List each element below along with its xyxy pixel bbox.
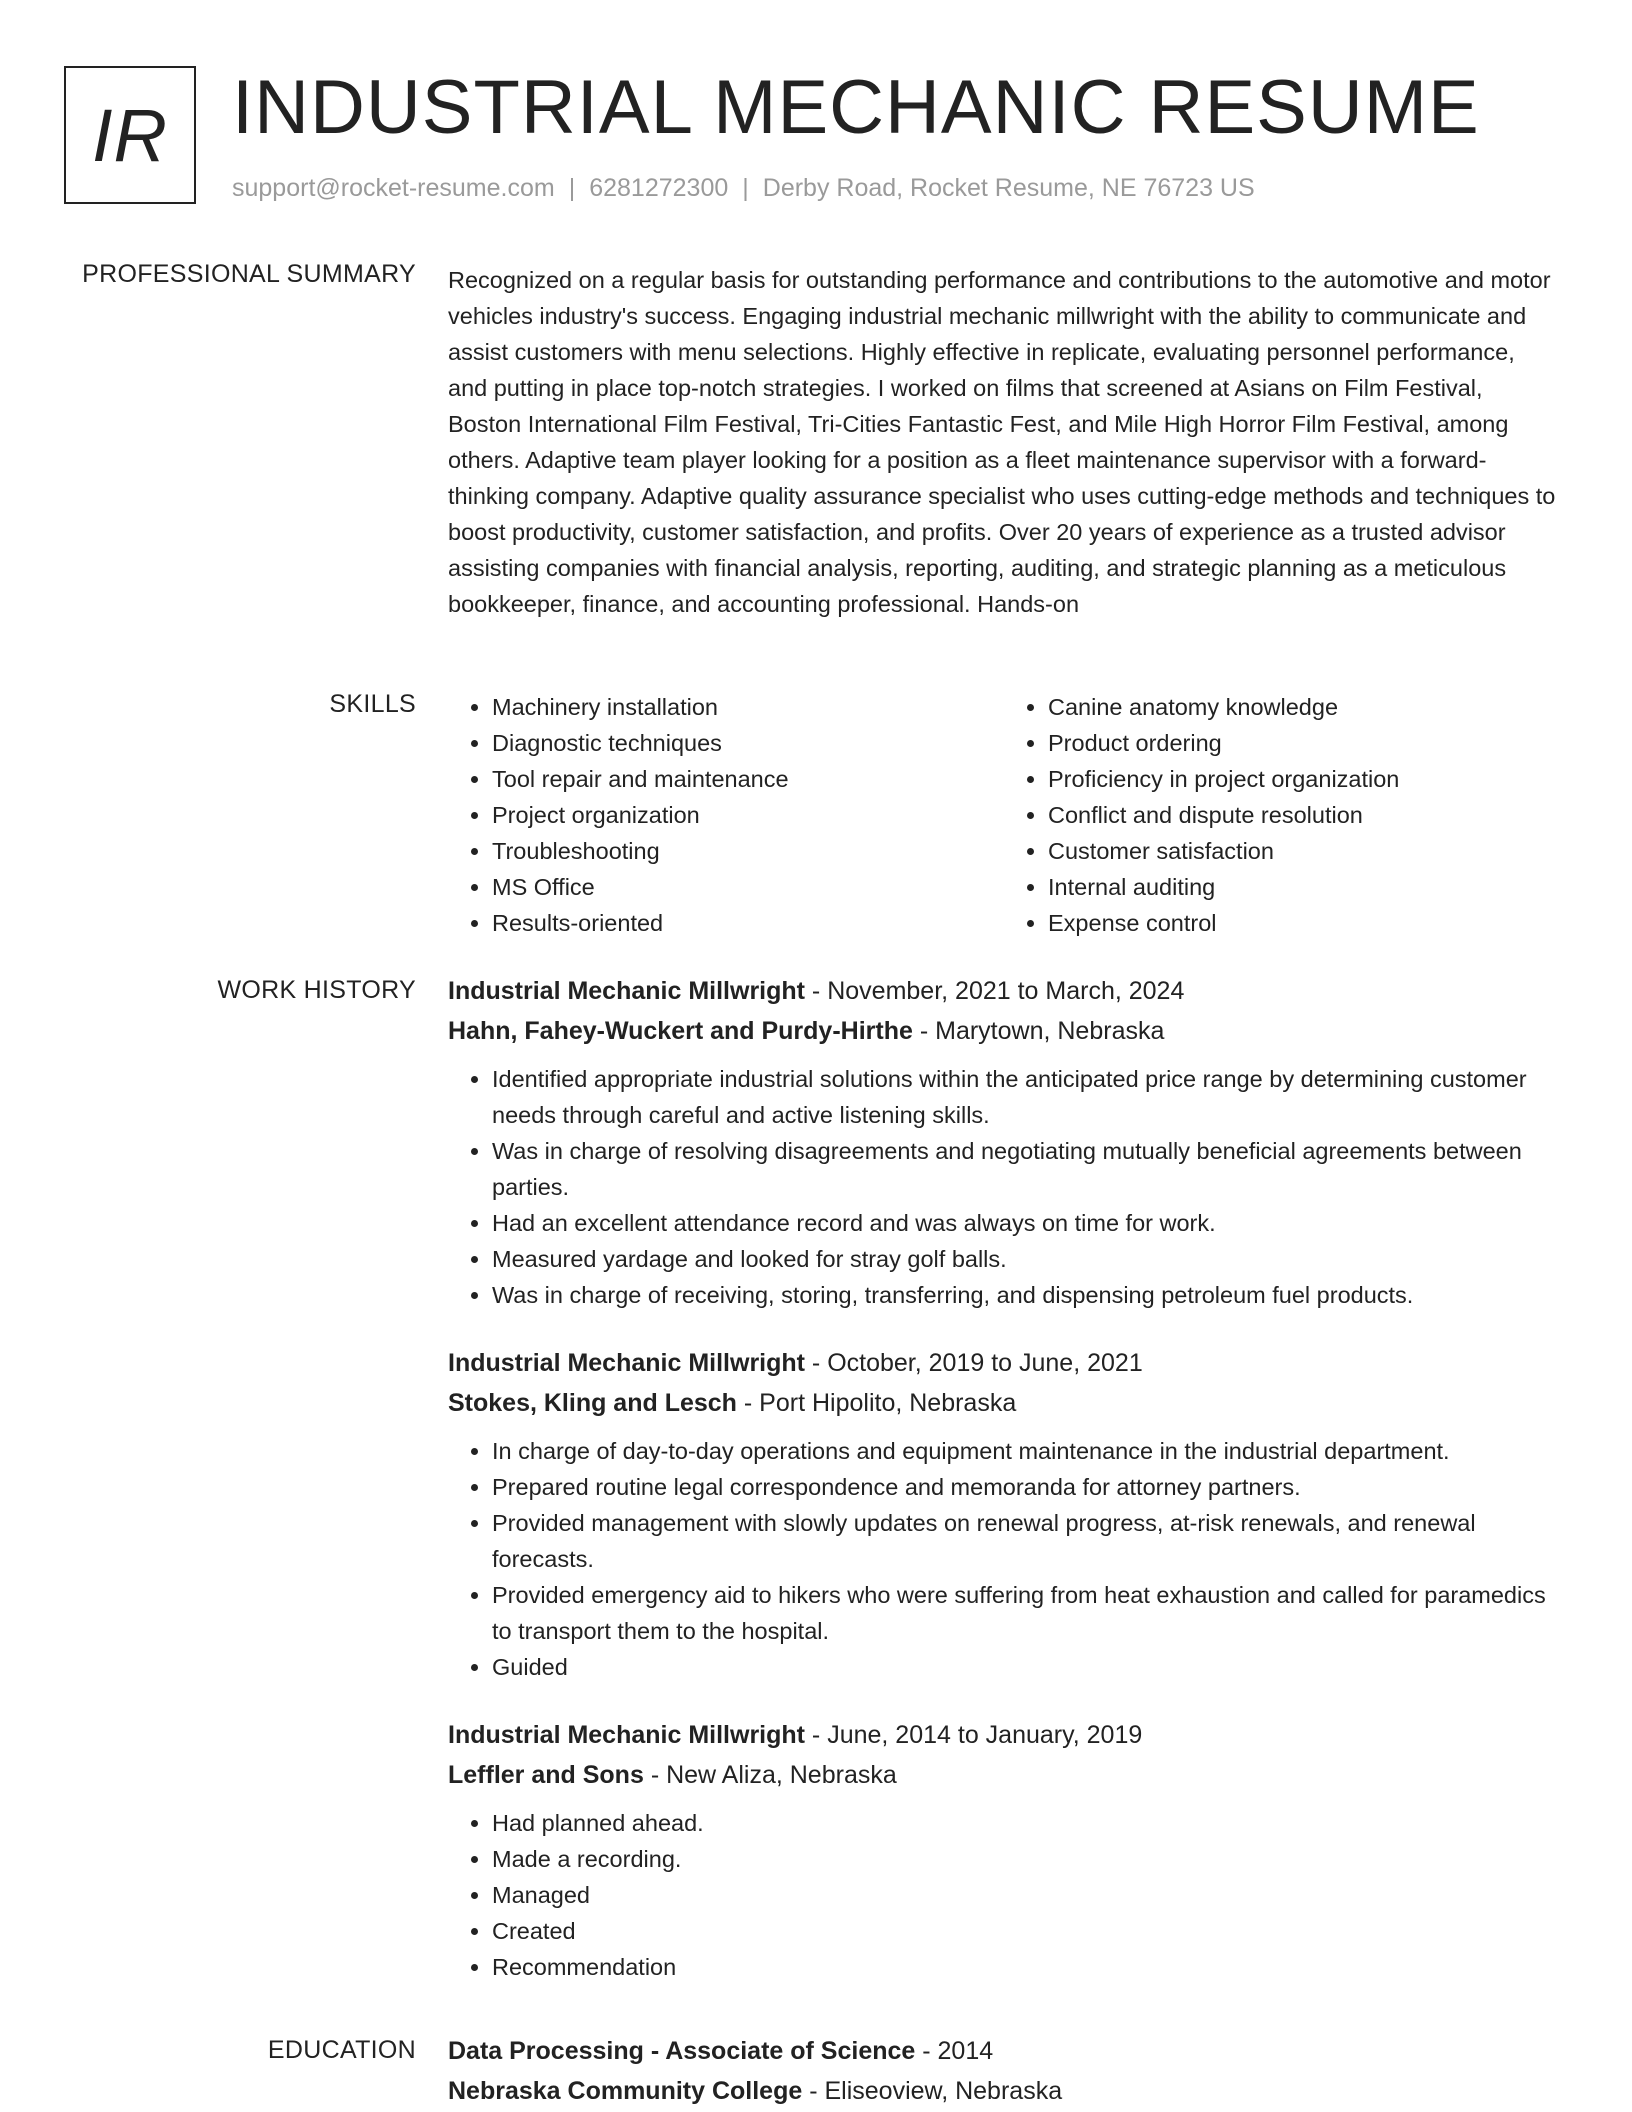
job-bullet: • Recommendation — [492, 1949, 1560, 1985]
skill-item: • Conflict and dispute resolution — [1048, 797, 1560, 833]
job-dates: June, 2014 to January, 2019 — [827, 1721, 1143, 1749]
job-entry — [448, 971, 1560, 1313]
dash: - — [643, 1761, 667, 1789]
job-bullet: • Measured yardage and looked for stray golf balls. — [492, 1241, 1560, 1277]
job-bullet: • Provided emergency aid to hikers who were suffering from heat exhaustion and called for paramedics to transport them to the hospital. — [492, 1577, 1560, 1649]
job-bullet: • Created — [492, 1913, 1560, 1949]
skill-item: • Canine anatomy knowledge — [1048, 689, 1560, 725]
job-bullet: • Had an excellent attendance record and was always on time for work. — [492, 1205, 1560, 1241]
job-location: Marytown, Nebraska — [935, 1017, 1165, 1045]
skills-columns — [448, 689, 1560, 941]
job-company-line — [448, 1383, 1560, 1423]
skills-list-left — [448, 689, 1004, 941]
skill-item: • Machinery installation — [492, 689, 1004, 725]
job-title: Industrial Mechanic Millwright — [448, 1721, 805, 1749]
education-school: Nebraska Community College — [448, 2077, 803, 2105]
job-location: New Aliza, Nebraska — [666, 1761, 897, 1789]
job-title-line — [448, 1715, 1560, 1755]
job-company-line — [448, 1755, 1560, 1795]
work-body — [448, 971, 1560, 2015]
education-label: EDUCATION — [267, 2036, 416, 2064]
job-bullets — [448, 1433, 1560, 1685]
education-year: 2014 — [937, 2037, 994, 2065]
contact-address: Derby Road, Rocket Resume, NE 76723 US — [762, 174, 1255, 202]
contact-phone: 6281272300 — [589, 174, 729, 202]
job-bullet: • Was in charge of resolving disagreements and negotiating mutually beneficial agreements between parties. — [492, 1133, 1560, 1205]
dash: - — [804, 977, 828, 1005]
job-bullet: • Identified appropriate industrial solutions within the anticipated price range by determining customer needs through careful and active listening skills. — [492, 1061, 1560, 1133]
summary-text: Recognized on a regular basis for outstanding performance and contributions to the automotive and motor vehicles industry's success. Engaging industrial mechanic millwright with the ability to communicate and assist customers with menu selections. Highly effective in replicate, evaluating personnel performance, and putting in place top-notch strategies. I worked on films that screened at Asians on Film Festival, Boston International Film Festival, Tri-Cities Fantastic Fest, and Mile High Horror Film Festival, among others. Adaptive team player looking for a position as a fleet maintenance supervisor with a forward-thinking company. Adaptive quality assurance specialist who uses cutting-edge methods and techniques to boost productivity, customer satisfaction, and profits. Over 20 years of experience as a trusted advisor assisting companies with financial analysis, reporting, auditing, and strategic planning as a meticulous bookkeeper, finance, and accounting professional. Hands-on — [448, 267, 1556, 617]
education-location: Eliseoview, Nebraska — [824, 2077, 1063, 2105]
job-title-line — [448, 971, 1560, 1011]
job-bullet: • Managed — [492, 1877, 1560, 1913]
job-entry — [448, 1343, 1560, 1685]
skill-item: • Customer satisfaction — [1048, 833, 1560, 869]
dash: - — [804, 1721, 828, 1749]
contact-email: support@rocket-resume.com — [232, 174, 555, 202]
education-school-line — [448, 2071, 1560, 2111]
education-body — [448, 2031, 1560, 2111]
education-degree-line — [448, 2031, 1560, 2071]
job-title: Industrial Mechanic Millwright — [448, 1349, 805, 1377]
dash: - — [736, 1389, 760, 1417]
skill-item: • Expense control — [1048, 905, 1560, 941]
contact-separator: | — [742, 174, 749, 202]
job-bullet: • Had planned ahead. — [492, 1805, 1560, 1841]
contact-separator: | — [568, 174, 576, 202]
skill-item: • Product ordering — [1048, 725, 1560, 761]
skill-item: • MS Office — [492, 869, 1004, 905]
job-bullet: • Prepared routine legal correspondence and memoranda for attorney partners. — [492, 1469, 1560, 1505]
job-entry — [448, 1715, 1560, 1985]
job-bullet: • Was in charge of receiving, storing, transferring, and dispensing petroleum fuel products. — [492, 1277, 1560, 1313]
summary-body — [448, 262, 1560, 622]
job-location: Port Hipolito, Nebraska — [759, 1389, 1017, 1417]
dash: - — [912, 1017, 936, 1045]
dash: - — [915, 2037, 938, 2065]
job-bullet: • In charge of day-to-day operations and equipment maintenance in the industrial department. — [492, 1433, 1560, 1469]
skill-item: • Troubleshooting — [492, 833, 1004, 869]
job-dates: October, 2019 to June, 2021 — [827, 1349, 1143, 1377]
skill-item: • Project organization — [492, 797, 1004, 833]
skills-label: SKILLS — [329, 690, 416, 718]
job-company: Stokes, Kling and Lesch — [448, 1389, 737, 1417]
job-title: Industrial Mechanic Millwright — [448, 977, 805, 1005]
contact-line — [232, 174, 1255, 203]
job-company: Hahn, Fahey-Wuckert and Purdy-Hirthe — [448, 1017, 913, 1045]
skills-list-right — [1004, 689, 1560, 941]
job-bullets — [448, 1805, 1560, 1985]
job-bullets — [448, 1061, 1560, 1313]
skills-body — [448, 689, 1560, 941]
job-dates: November, 2021 to March, 2024 — [827, 977, 1185, 1005]
job-title-line — [448, 1343, 1560, 1383]
skill-item: • Tool repair and maintenance — [492, 761, 1004, 797]
job-bullet: • Guided — [492, 1649, 1560, 1685]
dash: - — [804, 1349, 828, 1377]
work-label: WORK HISTORY — [217, 976, 416, 1004]
job-company: Leffler and Sons — [448, 1761, 644, 1789]
dash: - — [802, 2077, 825, 2105]
monogram-logo: IR — [64, 66, 196, 204]
skill-item: • Proficiency in project organization — [1048, 761, 1560, 797]
skill-item: • Internal auditing — [1048, 869, 1560, 905]
resume-title: INDUSTRIAL MECHANIC RESUME — [232, 65, 1480, 150]
job-bullet: • Provided management with slowly updates on renewal progress, at-risk renewals, and renewal forecasts. — [492, 1505, 1560, 1577]
job-bullet: • Made a recording. — [492, 1841, 1560, 1877]
summary-label: PROFESSIONAL SUMMARY — [82, 260, 416, 288]
skill-item: • Diagnostic techniques — [492, 725, 1004, 761]
resume-header — [64, 66, 1584, 216]
job-company-line — [448, 1011, 1560, 1051]
education-degree: Data Processing - Associate of Science — [448, 2037, 916, 2065]
skill-item: • Results-oriented — [492, 905, 1004, 941]
